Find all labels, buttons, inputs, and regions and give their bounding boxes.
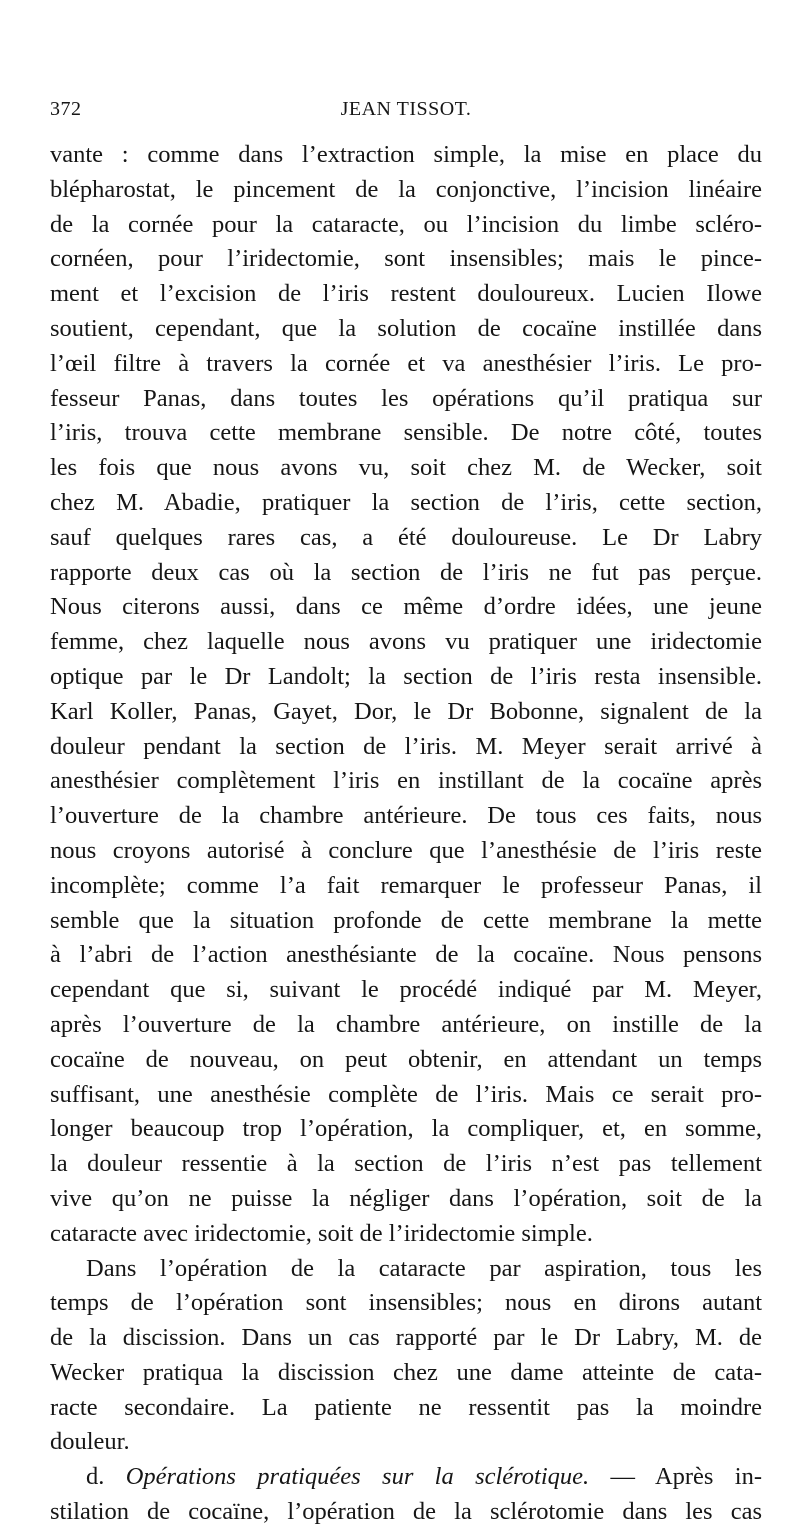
text-line: cependant que si, suivant le procédé indiqué par M. Meyer, <box>50 976 762 1004</box>
text-line: temps de l’opération sont insensibles; nous en dirons autant <box>50 1289 762 1317</box>
text-line: longer beaucoup trop l’opération, la compliquer, et, en somme, <box>50 1115 762 1143</box>
text-line: cornéen, pour l’iridectomie, sont insensibles; mais le pince- <box>50 245 762 273</box>
text-line: ment et l’excision de l’iris restent douloureux. Lucien Ilowe <box>50 280 762 308</box>
paragraph <box>50 1252 762 1461</box>
section-title-continuation: — Après in- <box>610 1463 762 1491</box>
page-header <box>50 98 762 130</box>
text-line: l’œil filtre à travers la cornée et va anesthésier l’iris. Le pro- <box>50 349 762 377</box>
text-line: vive qu’on ne puisse la négliger dans l’opération, soit de la <box>50 1184 762 1212</box>
text-line: douleur. <box>50 1428 130 1456</box>
text-line: femme, chez laquelle nous avons vu pratiquer une iridectomie <box>50 628 762 656</box>
text-line: blépharostat, le pincement de la conjonctive, l’incision linéaire <box>50 175 762 203</box>
text-line: l’iris, trouva cette membrane sensible. De notre côté, toutes <box>50 419 762 447</box>
text-line <box>50 1460 762 1495</box>
text-line: douleur pendant la section de l’iris. M. Meyer serait arrivé à <box>50 732 762 760</box>
paragraph <box>50 1460 762 1530</box>
text-line: optique par le Dr Landolt; la section de l’iris resta insensible. <box>50 662 762 690</box>
text-line: Karl Koller, Panas, Gayet, Dor, le Dr Bobonne, signalent de la <box>50 697 762 725</box>
page-number: 372 <box>50 98 82 120</box>
section-title: Opérations pratiquées sur la sclérotique. <box>125 1463 590 1491</box>
text-line: la douleur ressentie à la section de l’iris n’est pas tellement <box>50 1150 762 1178</box>
text-line: les fois que nous avons vu, soit chez M. de Wecker, soit <box>50 454 762 482</box>
text-line: cocaïne de nouveau, on peut obtenir, en attendant un temps <box>50 1045 762 1073</box>
text-line: après l’ouverture de la chambre antérieure, on instille de la <box>50 1010 762 1038</box>
text-line: à l’abri de l’action anesthésiante de la cocaïne. Nous pensons <box>50 941 762 969</box>
body-text <box>50 138 762 1530</box>
text-line: incomplète; comme l’a fait remarquer le professeur Panas, il <box>50 871 762 899</box>
text-line: Wecker pratiqua la discission chez une dame atteinte de cata- <box>50 1358 762 1386</box>
text-line: de la cornée pour la cataracte, ou l’incision du limbe scléro- <box>50 210 762 238</box>
text-line: chez M. Abadie, pratiquer la section de l’iris, cette section, <box>50 488 762 516</box>
text-line: Dans l’opération de la cataracte par aspiration, tous les <box>86 1254 762 1282</box>
text-line: racte secondaire. La patiente ne ressentit pas la moindre <box>50 1393 762 1421</box>
text-line: vante : comme dans l’extraction simple, la mise en place du <box>50 141 762 168</box>
text-line: rapporte deux cas où la section de l’iris ne fut pas perçue. <box>50 558 762 586</box>
running-head: JEAN TISSOT. <box>340 98 472 120</box>
section-label: d. <box>86 1463 105 1491</box>
text-line: anesthésier complètement l’iris en instillant de la cocaïne après <box>50 767 762 795</box>
text-line: de la discission. Dans un cas rapporté par le Dr Labry, M. de <box>50 1324 762 1352</box>
text-line: semble que la situation profonde de cette membrane la mette <box>50 906 762 934</box>
text-line: sauf quelques rares cas, a été douloureuse. Le Dr Labry <box>50 523 762 551</box>
paragraph <box>50 138 762 1252</box>
text-line: l’ouverture de la chambre antérieure. De tous ces faits, nous <box>50 802 762 830</box>
text-line: soutient, cependant, que la solution de cocaïne instillée dans <box>50 314 762 342</box>
text-line: fesseur Panas, dans toutes les opérations qu’il pratiqua sur <box>50 384 762 412</box>
text-line: cataracte avec iridectomie, soit de l’iridectomie simple. <box>50 1219 593 1247</box>
text-line: Nous citerons aussi, dans ce même d’ordre idées, une jeune <box>50 593 762 621</box>
text-line: nous croyons autorisé à conclure que l’anesthésie de l’iris reste <box>50 836 762 864</box>
text-line: suffisant, une anesthésie complète de l’iris. Mais ce serait pro- <box>50 1080 762 1108</box>
text-line: stilation de cocaïne, l’opération de la sclérotomie dans les cas <box>50 1498 762 1526</box>
